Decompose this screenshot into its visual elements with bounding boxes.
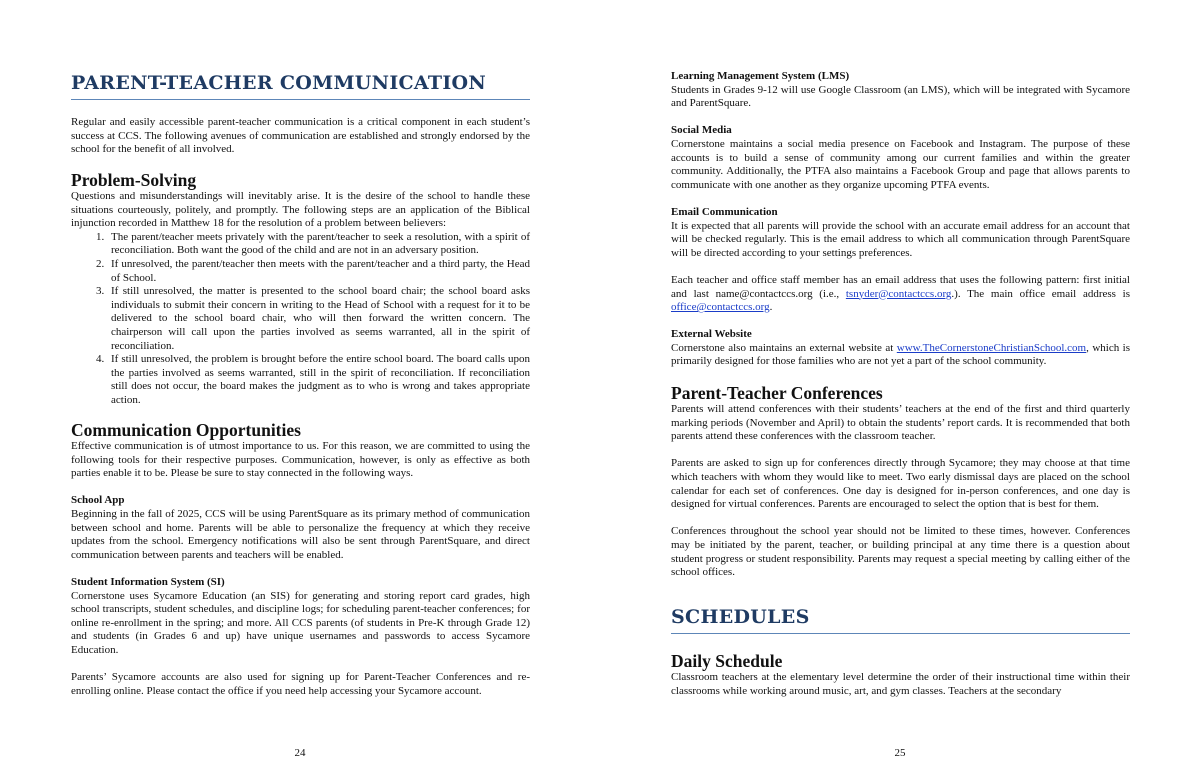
website-text-end: , which is primarily designed for those families who are not yet a part of the school community. xyxy=(671,341,1130,368)
lms-heading: Learning Management System (LMS) xyxy=(671,70,850,82)
list-item: 4. If still unresolved, the problem is brought before the entire school board. The board calls upon the parties involved as seems warranted, still in the spirit of reconciliation. If reconciliation still does not occur, the board makes the judgment as to who is wrong and takes appropriate action. xyxy=(107,353,530,407)
problem-solving-heading: Problem-Solving xyxy=(71,170,197,190)
daily-schedule-block xyxy=(671,651,1130,698)
email-heading: Email Communication xyxy=(671,205,778,218)
communication-heading: Communication Opportunities xyxy=(71,420,301,440)
office-email-text: .). The main office email address is xyxy=(951,287,1130,300)
conferences-paragraph-1: Parents will attend conferences with their students’ teachers at the end of the first and third quarterly marking periods (November and April) to obtain the students’ report cards. It is recommended that both parents attend these conferences with the classroom teacher. xyxy=(671,403,1130,443)
website-heading: External Website xyxy=(671,328,752,341)
conferences-block xyxy=(671,383,1130,580)
problem-solving-block xyxy=(71,170,530,408)
right-page xyxy=(600,0,1200,776)
social-media-paragraph: Cornerstone maintains a social media presence on Facebook and Instagram. The purpose of these accounts is to build a sense of community among our current families and within the greater community. Additionally, the PTFA also maintains a Facebook Group and page that allows parents to communicate with one another as they organize upcoming PTFA events. xyxy=(671,137,1130,191)
list-item: 2. If unresolved, the parent/teacher then meets with the parent/teacher and a third party, the Head of School. xyxy=(107,258,530,285)
teacher-email-link[interactable]: tsnyder@contactccs.org xyxy=(845,287,952,300)
problem-solving-paragraph: Questions and misunderstandings will inevitably arise. It is the desire of the school to handle these situations courteously, politely, and promptly. The following steps are an application of the Biblical injunction recorded in Matthew 18 for the resolution of a problem between believers: xyxy=(71,190,530,230)
sis-paragraph: Cornerstone uses Sycamore Education (an SIS) for generating and storing report card grades, high school transcripts, student schedules, and discipline logs; for scheduling parent-teacher conferences; for online re-enrollment in the spring; and more. All CCS parents (of students in Pre-K through Grade 12) and students (in Grades 6 and up) have unique usernames and passwords to access Sycamore Education. xyxy=(71,589,530,656)
website-paragraph xyxy=(671,342,1130,369)
communication-block xyxy=(71,420,530,698)
communication-paragraph: Effective communication is of utmost importance to us. For this reason, we are committed to using the following tools for their respective purposes. Communication, however, is only as effective as both parties enable it to be. Please be sure to stay connected in the following ways. xyxy=(71,440,530,480)
resolution-steps-list xyxy=(71,231,530,408)
school-app-paragraph: Beginning in the fall of 2025, CCS will be using ParentSquare as its primary method of communication between school and home. Parents will be able to personalize the frequency at which they receive updates from the school. Emergency notifications will also be sent through ParentSquare, and direct communication between parents and teachers will be enabled. xyxy=(71,507,530,561)
section-title-schedules: SCHEDULES xyxy=(671,605,1130,634)
website-link[interactable]: www.TheCornerstoneChristianSchool.com xyxy=(896,341,1087,354)
social-media-heading: Social Media xyxy=(671,124,732,137)
conferences-heading: Parent-Teacher Conferences xyxy=(671,383,883,403)
list-item: 1. The parent/teacher meets privately with the parent/teacher to seek a resolution, with a spirit of reconciliation. Both want the good of the child and are not in an adversary position. xyxy=(107,231,530,258)
page-number-right: 25 xyxy=(894,747,906,759)
list-item: 3. If still unresolved, the matter is presented to the school board chair; the school board asks individuals to submit their concern in writing to the Head of School with a request for it to be delivered to the school board chair, who will then forward the written concern. The chairperson will call upon the parties involved as seems warranted, all in the spirit of reconciliation. xyxy=(107,285,530,353)
left-intro-block xyxy=(71,116,530,157)
intro-paragraph: Regular and easily accessible parent-teacher communication is a critical component in each student’s success at CCS. The following avenues of communication are established and strongly endorsed by the school for the benefit of all involved. xyxy=(71,116,530,156)
website-text: Cornerstone also maintains an external website at xyxy=(671,341,897,354)
sis-accounts-paragraph: Parents’ Sycamore accounts are also used for signing up for Parent-Teacher Conferences and re-enrolling online. Please contact the office if you need help accessing your Sycamore account. xyxy=(71,671,530,697)
section-title-communication: PARENT-TEACHER COMMUNICATION xyxy=(71,71,530,100)
conferences-paragraph-2: Parents are asked to sign up for conferences directly through Sycamore; they may choose at that time which teachers with whom they would like to meet. Two early dismissal days are placed on the school calendar for each set of conferences. One day is designed for in-person conferences, and one day is designed for virtual conferences. Parents are encouraged to select the option that is best for them. xyxy=(671,457,1130,511)
right-upper-block xyxy=(671,70,1130,369)
period-text: . xyxy=(769,301,773,314)
email-pattern-text: Each teacher and office staff member has an email address that uses the following pattern: first initial and last name@contactccs.org (i.e., xyxy=(671,273,1130,300)
email-paragraph: It is expected that all parents will provide the school with an accurate email address for an account that will be checked regularly. This is the email address to which all communication through ParentSquare will be directed according to your settings preferences. xyxy=(671,219,1130,259)
school-app-heading: School App xyxy=(71,494,125,507)
conferences-paragraph-3: Conferences throughout the school year should not be limited to these times, however. Conferences may be initiated by the parent, teacher, or building principal at any time there is a question about student progress or student responsibility. Parents may request a special meeting by calling either of the school offices. xyxy=(671,525,1130,579)
lms-paragraph: Students in Grades 9-12 will use Google Classroom (an LMS), which will be integrated with Sycamore and ParentSquare. xyxy=(671,83,1130,110)
email-pattern-paragraph xyxy=(671,274,1130,315)
daily-schedule-paragraph: Classroom teachers at the elementary level determine the order of their instructional time within their classrooms while working around music, art, and gym classes. Teachers at the secondary xyxy=(671,671,1130,697)
office-email-link[interactable]: office@contactccs.org xyxy=(671,301,770,314)
sis-heading: Student Information System (SI) xyxy=(71,575,225,588)
page-number-left: 24 xyxy=(294,747,306,759)
daily-schedule-heading: Daily Schedule xyxy=(671,651,783,671)
